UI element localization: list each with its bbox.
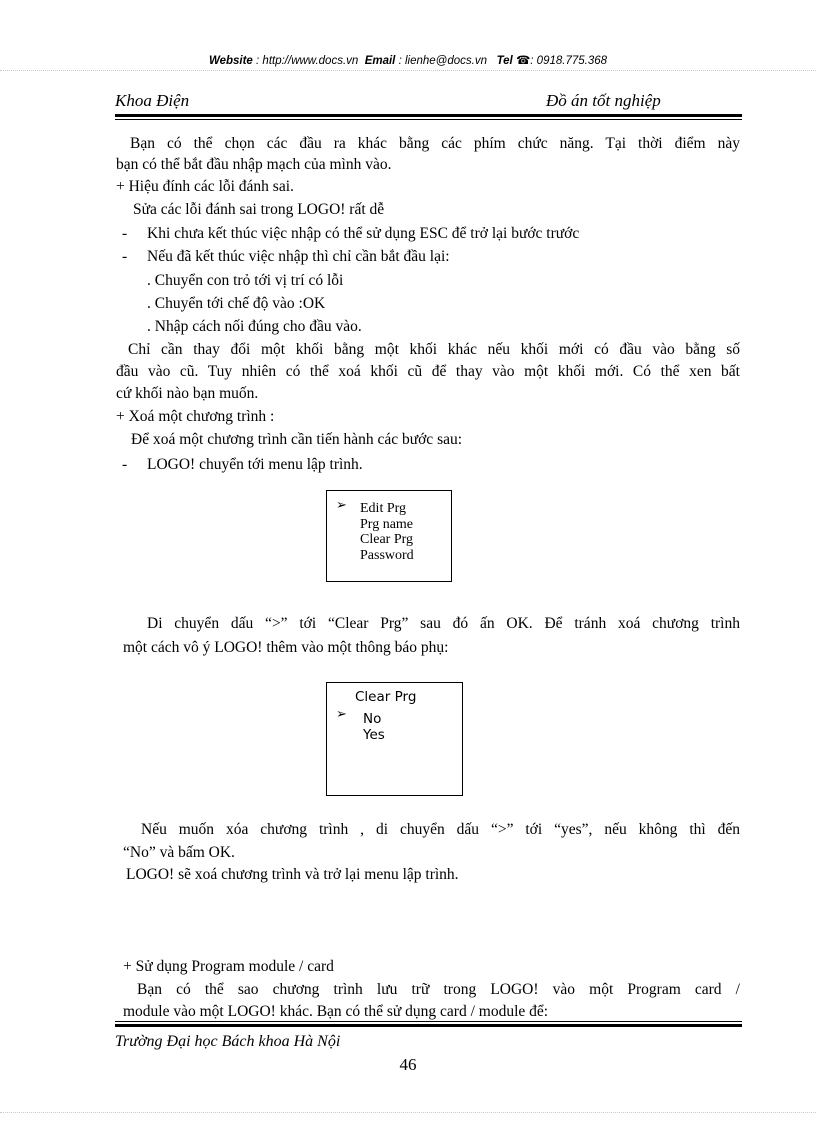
program-menu-box xyxy=(326,490,452,582)
menu-item-clear-prg[interactable]: Clear Prg xyxy=(360,532,414,547)
header-rule-thick xyxy=(115,114,742,117)
sub-item: . Chuyển con trỏ tới vị trí có lỗi xyxy=(147,272,344,289)
text-line: Sửa các lỗi đánh sai trong LOGO! rất dễ xyxy=(133,201,385,218)
menu-item-edit-prg[interactable]: Edit Prg xyxy=(360,501,407,516)
clear-prg-dialog xyxy=(326,682,463,796)
menu-cursor-icon: ➢ xyxy=(336,706,347,721)
email-value[interactable]: : lienhe@docs.vn xyxy=(398,55,487,67)
page-number: 46 xyxy=(399,1055,417,1074)
bullet-text: Nếu đã kết thúc việc nhập thì chỉ cần bắt đầu lại: xyxy=(147,248,450,265)
text-line: “No” và bấm OK. xyxy=(123,844,235,861)
bullet-dash: - xyxy=(122,456,128,473)
text-line: Để xoá một chương trình cần tiến hành các bước sau: xyxy=(131,431,463,448)
tel-value: : 0918.775.368 xyxy=(530,55,608,67)
text-line: Nếu muốn xóa chương trình , di chuyển dấu “>” tới “yes”, nếu không thì đến xyxy=(141,821,740,838)
text-line: đầu vào cũ. Tuy nhiên có thể xoá khối cũ để thay vào một khối mới. Có thể xen bất xyxy=(116,363,740,380)
menu-item-password[interactable]: Password xyxy=(360,547,414,563)
option-yes[interactable]: Yes xyxy=(363,727,385,743)
text-line: Bạn có thể chọn các đầu ra khác bằng các phím chức năng. Tại thời điểm này xyxy=(130,135,740,152)
dotted-rule xyxy=(0,70,816,71)
option-no[interactable]: No xyxy=(363,711,382,727)
text-line: LOGO! sẽ xoá chương trình và trở lại menu lập trình. xyxy=(126,866,459,883)
text-line: module vào một LOGO! khác. Bạn có thể sử dụng card / module để: xyxy=(123,1003,549,1020)
text-line: bạn có thể bắt đầu nhập mạch của mình vào. xyxy=(116,156,392,173)
email-label: Email xyxy=(364,55,396,67)
text-line: Bạn có thể sao chương trình lưu trữ trong LOGO! vào một Program card / xyxy=(137,981,740,998)
menu-list xyxy=(360,501,414,563)
bullet-text: Khi chưa kết thúc việc nhập có thể sử dụng ESC để trở lại bước trước xyxy=(147,225,580,242)
bullet-text: LOGO! chuyển tới menu lập trình. xyxy=(147,456,363,473)
tel-label: Tel xyxy=(496,55,513,67)
sub-item: . Chuyển tới chế độ vào :OK xyxy=(147,295,326,312)
menu-item-prg-name[interactable]: Prg name xyxy=(360,516,414,532)
website-value[interactable]: : http://www.docs.vn xyxy=(256,55,359,67)
section-heading: + Sử dụng Program module / card xyxy=(123,958,334,975)
bullet-dash: - xyxy=(122,248,128,265)
header-rule-thin xyxy=(115,119,742,120)
sub-item: . Nhập cách nối đúng cho đầu vào. xyxy=(147,318,362,335)
school-name: Trường Đại học Bách khoa Hà Nội xyxy=(115,1033,341,1050)
text-line: cứ khối nào bạn muốn. xyxy=(116,385,259,402)
bullet-dash: - xyxy=(122,225,128,242)
text-line: Di chuyển dấu “>” tới “Clear Prg” sau đó ấn OK. Để tránh xoá chương trình xyxy=(147,615,740,632)
text-line: một cách vô ý LOGO! thêm vào một thông báo phụ: xyxy=(123,639,449,656)
department-header: Khoa Điện xyxy=(115,91,190,110)
menu-cursor-icon: ➢ xyxy=(336,497,347,512)
footer-rule-thick xyxy=(115,1024,742,1027)
text-line: Chỉ cần thay đổi một khối bằng một khối khác nếu khối mới có đầu vào bằng số xyxy=(128,341,740,358)
website-label: Website xyxy=(208,55,253,67)
footer-rule-thin xyxy=(115,1021,742,1022)
website-line xyxy=(0,53,816,67)
dialog-options xyxy=(363,711,385,743)
section-heading: + Hiệu đính các lỗi đánh sai. xyxy=(116,178,294,195)
phone-icon: ☎ xyxy=(515,55,531,67)
section-heading: + Xoá một chương trình : xyxy=(116,408,275,425)
dialog-title: Clear Prg xyxy=(355,689,417,705)
dotted-rule xyxy=(0,1112,816,1113)
thesis-header: Đồ án tốt nghiệp xyxy=(546,91,661,110)
